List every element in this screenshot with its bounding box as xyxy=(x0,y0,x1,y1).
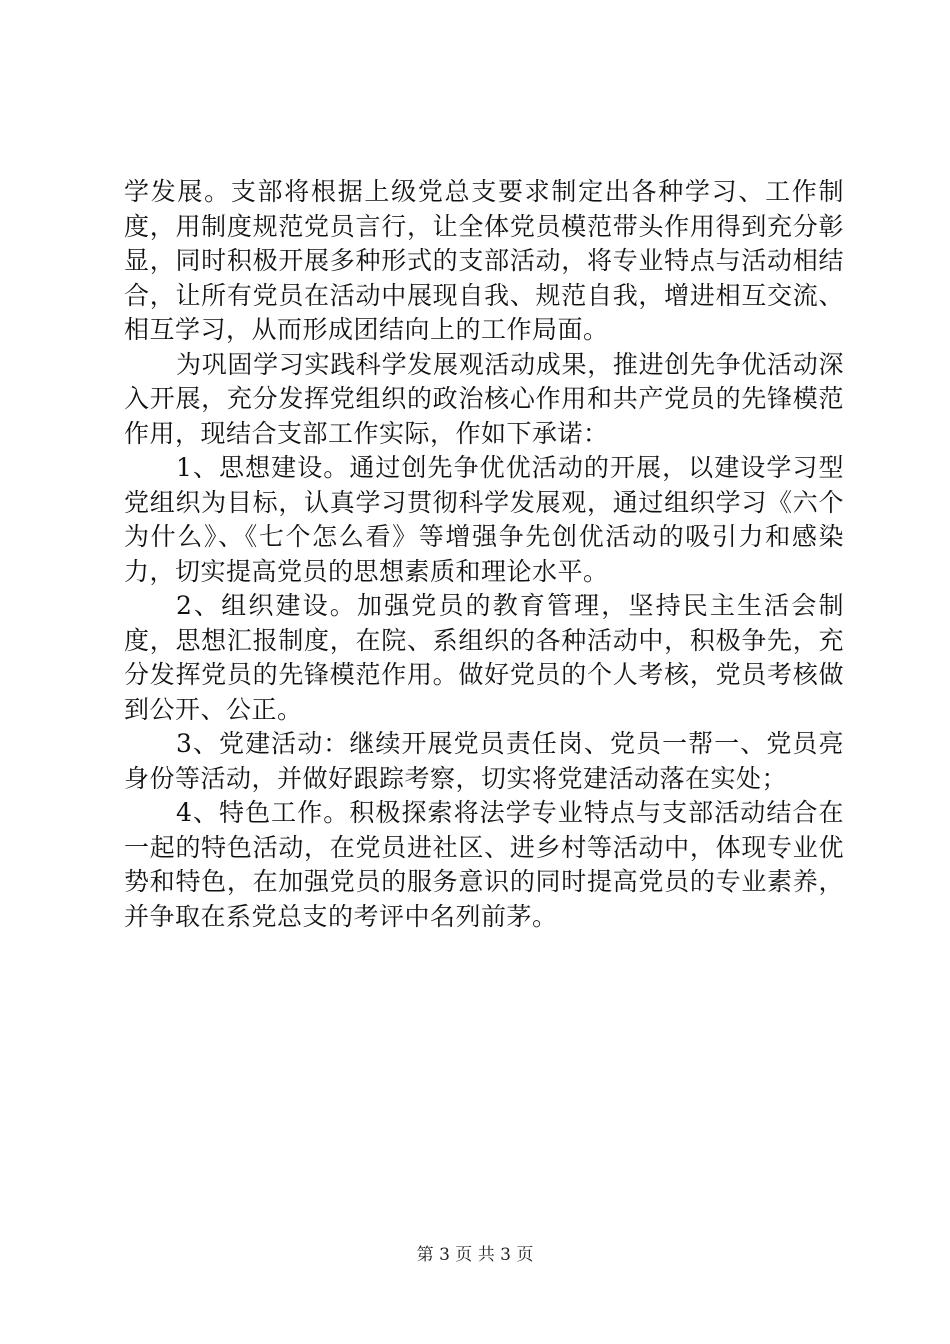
paragraph-item-3: 3、党建活动：继续开展党员责任岗、党员一帮一、党员亮身份等活动，并做好跟踪考察，切实将党建活动落在实处； xyxy=(124,729,844,793)
paragraph-item-4: 4、特色工作。积极探索将法学专业特点与支部活动结合在一起的特色活动，在党员进社区、进乡村等活动中，体现专业优势和特色，在加强党员的服务意识的同时提高党员的专业素养，并争取在系党总支的考评中名列前茅。 xyxy=(124,798,844,931)
paragraph-item-2: 2、组织建设。加强党员的教育管理，坚持民主生活会制度，思想汇报制度，在院、系组织的各种活动中，积极争先，充分发挥党员的先锋模范作用。做好党员的个人考核，党员考核做到公开、公正。 xyxy=(124,591,844,724)
paragraph-continuation: 学发展。支部将根据上级党总支要求制定出各种学习、工作制度，用制度规范党员言行，让全体党员模范带头作用得到充分彰显，同时积极开展多种形式的支部活动，将专业特点与活动相结合，让所有党员在活动中展现自我、规范自我，增进相互交流、相互学习，从而形成团结向上的工作局面。 xyxy=(124,177,844,344)
paragraph-commitment-intro: 为巩固学习实践科学发展观活动成果，推进创先争优活动深入开展，充分发挥党组织的政治核心作用和共产党员的先锋模范作用，现结合支部工作实际，作如下承诺： xyxy=(124,349,844,448)
page-footer: 第 3 页 共 3 页 xyxy=(416,1245,534,1265)
document-body xyxy=(124,175,844,934)
paragraph-item-1: 1、思想建设。通过创先争优优活动的开展，以建设学习型党组织为目标，认真学习贯彻科学发展观，通过组织学习《六个为什么》、《七个怎么看》等增强争先创优活动的吸引力和感染力，切实提高党员的思想素质和理论水平。 xyxy=(124,453,844,586)
